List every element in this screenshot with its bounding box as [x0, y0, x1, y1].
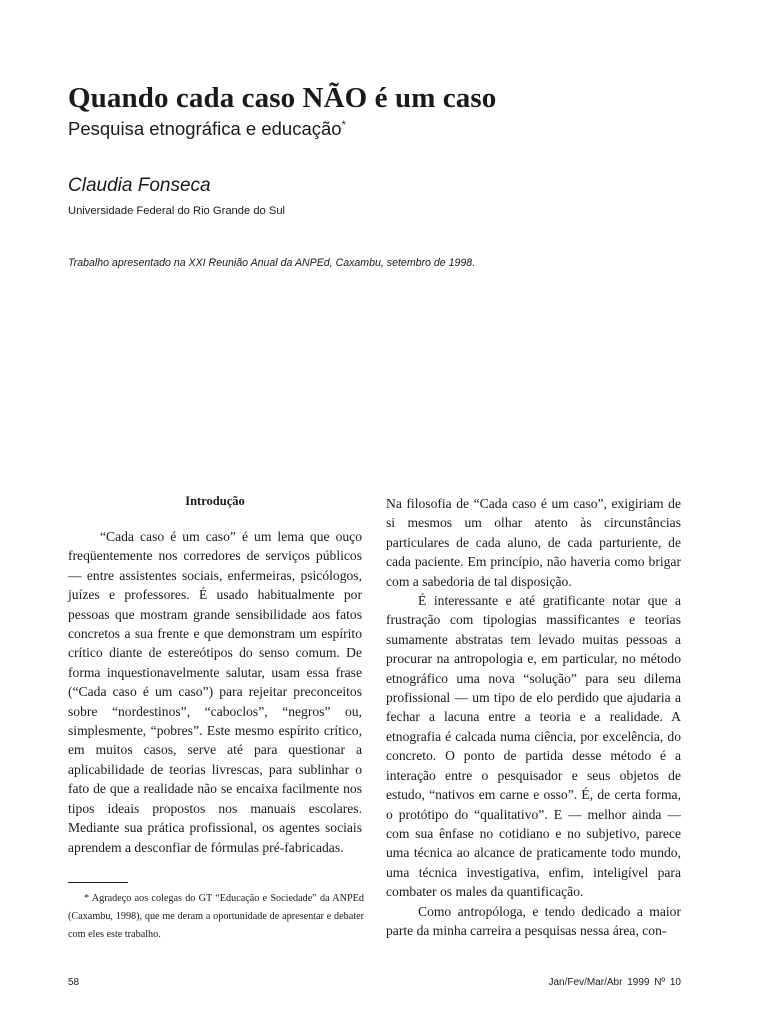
author-name: Claudia Fonseca	[68, 175, 211, 196]
left-column	[68, 494, 362, 857]
page-number: 58	[68, 977, 80, 988]
footnote: * Agradeço aos colegas do GT “Educação e Sociedade” da ANPEd (Caxambu, 1998), que me deram a oportunidade de apresentar e debater com eles este trabalho.	[68, 893, 364, 940]
body-paragraph: Como antropóloga, e tendo dedicado a maior parte da minha carreira a pesquisas nessa área, con-	[386, 903, 681, 938]
author-affiliation: Universidade Federal do Rio Grande do Sul	[68, 205, 286, 217]
presentation-note: Trabalho apresentado na XXI Reunião Anual da ANPEd, Caxambu, setembro de 1998.	[68, 257, 476, 269]
footnote-marker: *	[341, 118, 346, 131]
body-paragraph: “Cada caso é um caso” é um lema que ouço freqüentemente nos corredores de serviços públicos — entre assistentes sociais, enfermeiras, psicólogos, juízes e professores. É usado habitualmente por pessoas que mostram grande sensibilidade aos fatos concretos a sua frente e que demonstram um espírito crítico diante de estereótipos do senso comum. De forma inquestionavelmente salutar, usam essa frase (“Cada caso é um caso”) para rejeitar preconceitos sobre “nordestinos”, “caboclos”, “negros” ou, simplesmente, “pobres”. Este mesmo espírito crítico, em muitos casos, serve até para questionar a aplicabilidade de teorias livrescas, para sublinhar o fato de que a realidade não se encaixa facilmente nos tipos ideais propostos nos manuais escolares. Mediante sua prática profissional, os agentes sociais aprendem a desconfiar de fórmulas pré-fabricadas.	[68, 529, 362, 855]
article-title: Quando cada caso NÃO é um caso	[68, 82, 497, 114]
section-heading: Introdução	[185, 494, 245, 508]
right-column	[386, 494, 681, 940]
body-paragraph: Na filosofia de “Cada caso é um caso”, exigiriam de si mesmos um olhar atento às circunstâncias particulares de cada aluno, de cada parturiente, de cada paciente. Em princípio, não haveria como brigar com a sabedoria de tal disposição.	[386, 496, 681, 589]
article-subtitle	[68, 118, 346, 140]
subtitle-text: Pesquisa etnográfica e educação	[68, 118, 342, 139]
footnote-divider	[68, 882, 128, 883]
body-paragraph: É interessante e até gratificante notar que a frustração com tipologias massificantes e teorias sumamente abstratas tem levado muitas pessoas a procurar na antropologia e, em particular, no método etnográfico uma nova “solução” para seu dilema profissional — um tipo de elo perdido que ajudaria a fechar a lacuna entre a teoria e a realidade. A etnografia é calcada numa ciência, por excelência, do concreto. O ponto de partida desse método é a interação entre o pesquisador e seus objetos de estudo, “nativos em carne e osso”. É, de certa forma, o protótipo do “qualitativo”. E — melhor ainda — com sua ênfase no cotidiano e no subjetivo, parece uma técnica ao alcance de praticamente todo mundo, uma técnica investigativa, enfim, inteligível para combater os males da quantificação.	[386, 593, 681, 900]
issue-info: Jan/Fev/Mar/Abr 1999 Nº 10	[548, 977, 681, 988]
